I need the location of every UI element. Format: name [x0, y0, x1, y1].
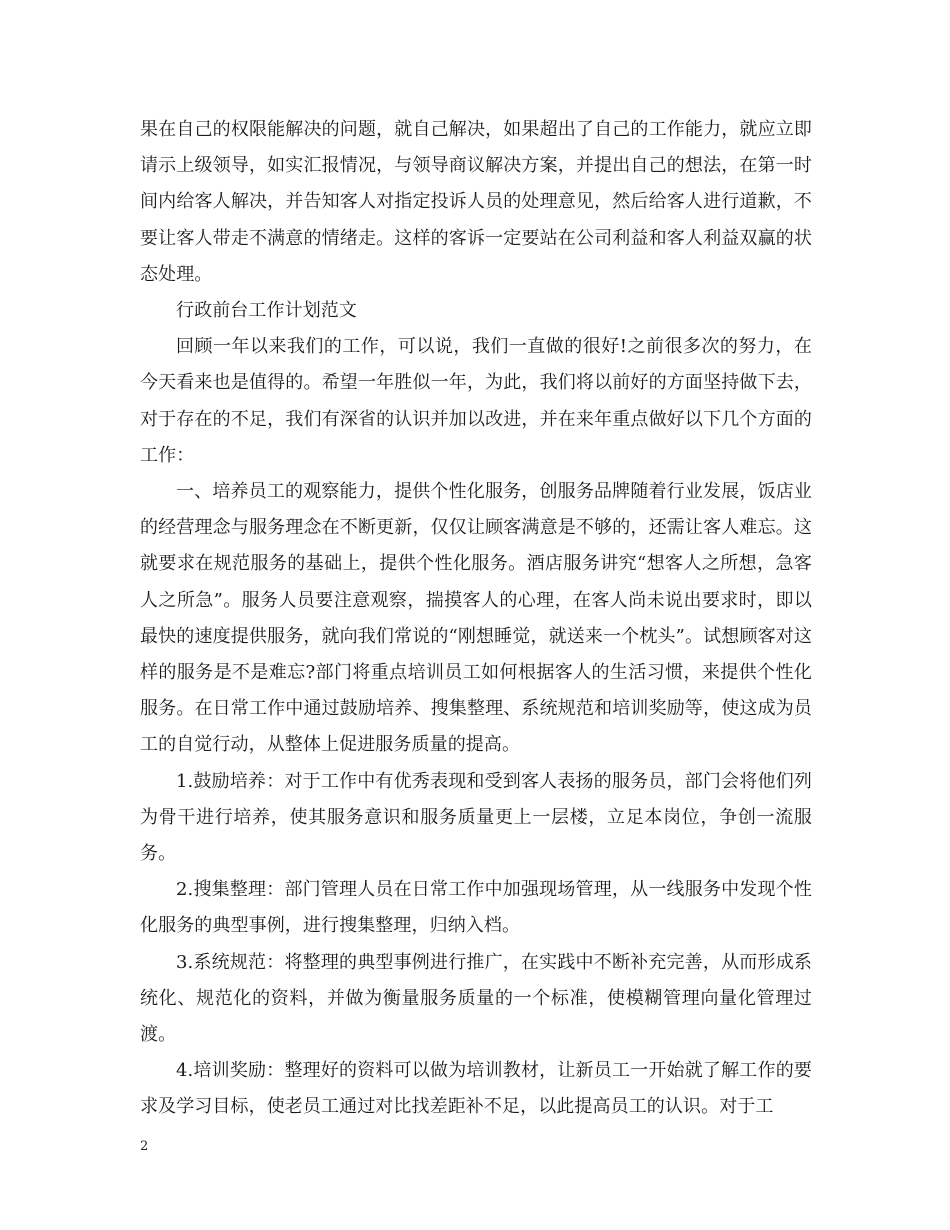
- paragraph-continuation: 果在自己的权限能解决的问题，就自己解决，如果超出了自己的工作能力，就应立即请示上级领导，如实汇报情况，与领导商议解决方案，并提出自己的想法，在第一时间内给客人解决，并告知客人对指定投诉人员的处理意见，然后给客人进行道歉，不要让客人带走不满意的情绪走。这样的客诉一定要站在公司利益和客人利益双赢的状态处理。: [140, 119, 812, 285]
- page-number: 2: [140, 1139, 149, 1154]
- paragraph-item-1: 1.鼓励培养：对于工作中有优秀表现和受到客人表扬的服务员，部门会将他们列为骨干进行培养，使其服务意识和服务质量更上一层楼，立足本岗位，争创一流服务。: [140, 770, 812, 865]
- paragraph-review: 回顾一年以来我们的工作，可以说，我们一直做的很好!之前很多次的努力，在今天看来也是值得的。希望一年胜似一年，为此，我们将以前好的方面坚持做下去，对于存在的不足，我们有深省的认识并加以改进，并在来年重点做好以下几个方面的工作：: [140, 336, 812, 466]
- paragraph-point-one: 一、培养员工的观察能力，提供个性化服务，创服务品牌随着行业发展，饭店业的经营理念与服务理念在不断更新，仅仅让顾客满意是不够的，还需让客人难忘。这就要求在规范服务的基础上，提供个性化服务。酒店服务讲究“想客人之所想，急客人之所急”。服务人员要注意观察，揣摸客人的心理，在客人尚未说出要求时，即以最快的速度提供服务，就向我们常说的“刚想睡觉，就送来一个枕头”。试想顾客对这样的服务是不是难忘?部门将重点培训员工如何根据客人的生活习惯，来提供个性化服务。在日常工作中通过鼓励培养、搜集整理、系统规范和培训奖励等，使这成为员工的自觉行动，从整体上促进服务质量的提高。: [140, 481, 812, 756]
- document-body: [140, 112, 812, 1126]
- paragraph-item-2: 2.搜集整理：部门管理人员在日常工作中加强现场管理，从一线服务中发现个性化服务的典型事例，进行搜集整理，归纳入档。: [140, 879, 812, 937]
- paragraph-item-3: 3.系统规范：将整理的典型事例进行推广，在实践中不断补充完善，从而形成系统化、规范化的资料，并做为衡量服务质量的一个标准，使模糊管理向量化管理过渡。: [140, 951, 812, 1046]
- paragraph-item-4: 4.培训奖励：整理好的资料可以做为培训教材，让新员工一开始就了解工作的要求及学习目标，使老员工通过对比找差距补不足，以此提高员工的认识。对于工: [140, 1060, 812, 1118]
- section-heading: 行政前台工作计划范文: [176, 300, 357, 322]
